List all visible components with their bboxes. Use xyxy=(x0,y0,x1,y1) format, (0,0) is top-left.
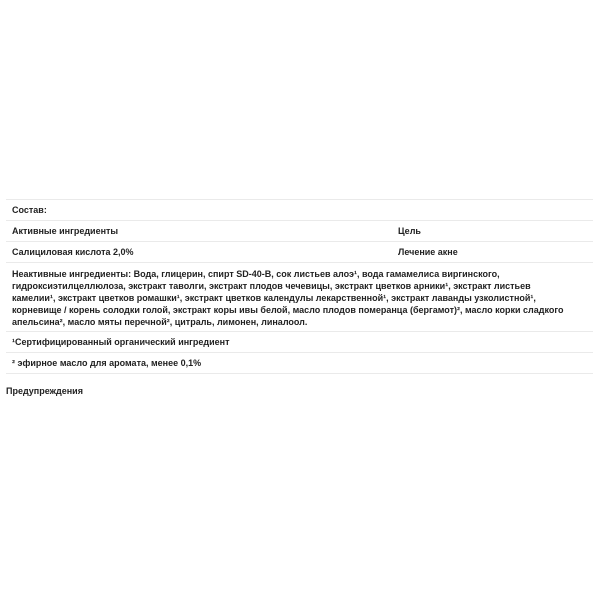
footnote-row xyxy=(6,353,593,374)
composition-row xyxy=(6,200,593,221)
table-header-row xyxy=(6,221,593,242)
ingredients-table xyxy=(6,199,593,374)
purpose-header: Цель xyxy=(398,226,421,236)
active-ingredients-header: Активные ингредиенты xyxy=(12,226,119,236)
inactive-ingredients-row xyxy=(6,263,593,332)
footnote-essential-oil: ² эфирное масло для аромата, менее 0,1% xyxy=(12,358,202,368)
composition-label: Состав: xyxy=(12,205,47,215)
warnings-heading[interactable]: Предупреждения xyxy=(6,386,83,396)
inactive-ingredients: Неактивные ингредиенты: Вода, глицерин, спирт SD-40-B, сок листьев алоэ¹, вода гамамелиса виргинского, гидроксиэтилцеллюлоза, экстракт таволги, экстракт плодов чечевицы, экстракт цветков арники¹, экстракт листьев камелии¹, экстракт цветков ромашки¹, экстракт цветков календулы лекарственной¹, экстракт лаванды узколистной¹, корневище / корень солодки голой, экстракт коры ивы белой, масло плодов померанца (бергамот)², масло корки сладкого апельсина², масло мяты перечной², цитраль, лимонен, линалоол. xyxy=(12,269,564,327)
footnote-organic: ¹Сертифицированный органический ингредиент xyxy=(12,337,230,347)
active-ingredient: Салициловая кислота 2,0% xyxy=(12,247,134,257)
table-row xyxy=(6,242,593,263)
purpose: Лечение акне xyxy=(398,247,458,257)
footnote-row xyxy=(6,332,593,353)
